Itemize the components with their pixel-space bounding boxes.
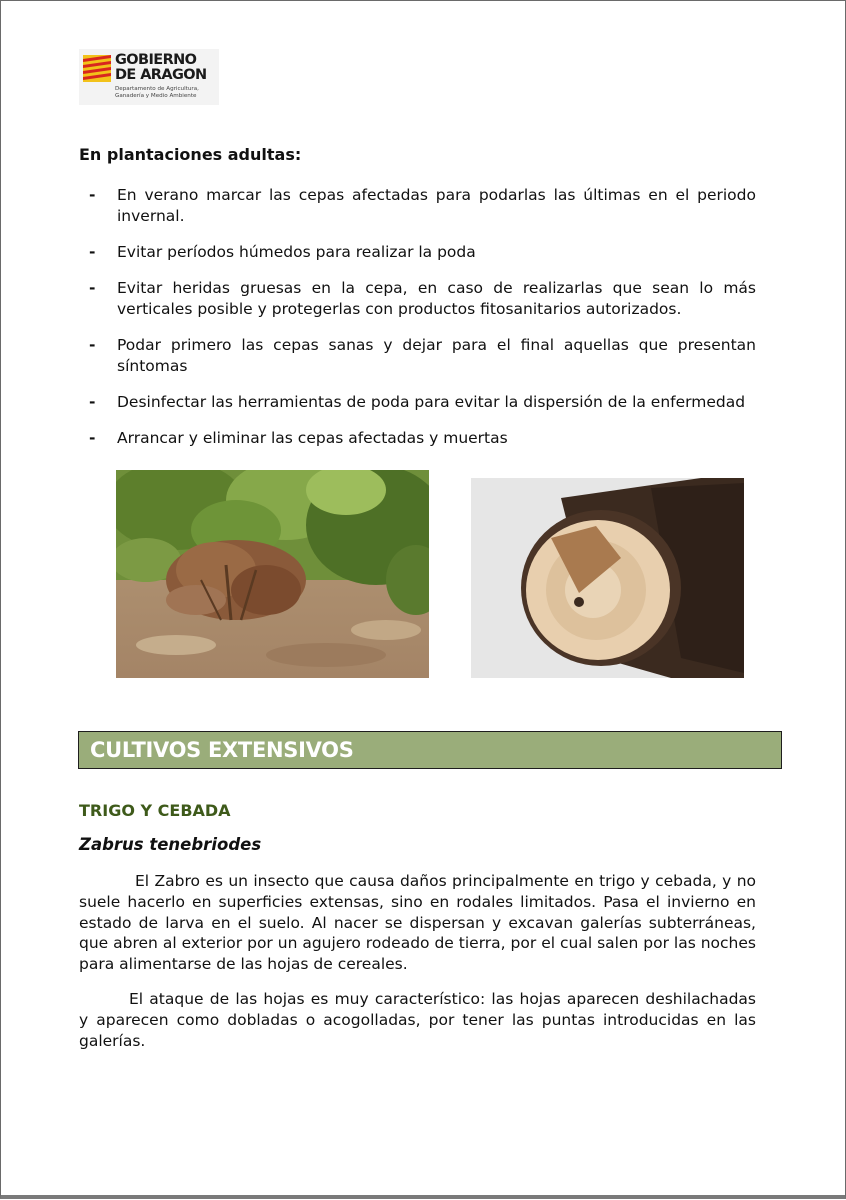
paragraph: El ataque de las hojas es muy característico: las hojas aparecen deshilachadas y aparecen como dobladas o acogolladas, por tener las puntas introducidas en las galerías.	[79, 990, 756, 1050]
logo-title: GOBIERNO DE ARAGON	[115, 52, 207, 83]
affected-vine-photo	[116, 470, 429, 678]
list-item: - Evitar heridas gruesas en la cepa, en caso de realizarlas que sean lo más verticales posible y protegerlas con productos fitosanitarios autorizados.	[89, 279, 756, 318]
crop-heading: TRIGO Y CEBADA	[79, 801, 231, 820]
logo-subtitle: Departamento de Agricultura, Ganadería y Medio Ambiente	[115, 86, 199, 99]
trunk-cross-section-photo	[471, 478, 744, 678]
list-item: - Desinfectar las herramientas de poda para evitar la dispersión de la enfermedad	[89, 393, 746, 411]
section-header	[78, 731, 782, 769]
section-title: CULTIVOS EXTENSIVOS	[90, 738, 354, 762]
paragraph: El Zabro es un insecto que causa daños principalmente en trigo y cebada, y no suele hacerlo en superficies extensas, sino en rodales limitados. Pasa el invierno en estado de larva en el suelo. Al nacer se dispersan y excavan galerías subterráneas, que abren al exterior por un agujero rodeado de tierra, por el cual salen por las noches para alimentarse de las hojas de cereales.	[79, 872, 756, 974]
list-item: - Podar primero las cepas sanas y dejar para el final aquellas que presentan síntomas	[89, 336, 756, 375]
adult-plantations-list	[79, 185, 756, 464]
list-item: - Evitar períodos húmedos para realizar la poda	[89, 243, 476, 261]
gobierno-aragon-logo	[79, 49, 219, 105]
adult-plantations-heading: En plantaciones adultas:	[79, 145, 302, 164]
list-item: - Arrancar y eliminar las cepas afectadas y muertas	[89, 429, 508, 447]
species-name: Zabrus tenebriodes	[79, 835, 262, 854]
aragon-flag-icon	[83, 55, 111, 82]
list-item: - En verano marcar las cepas afectadas para podarlas las últimas en el periodo invernal.	[89, 186, 756, 225]
